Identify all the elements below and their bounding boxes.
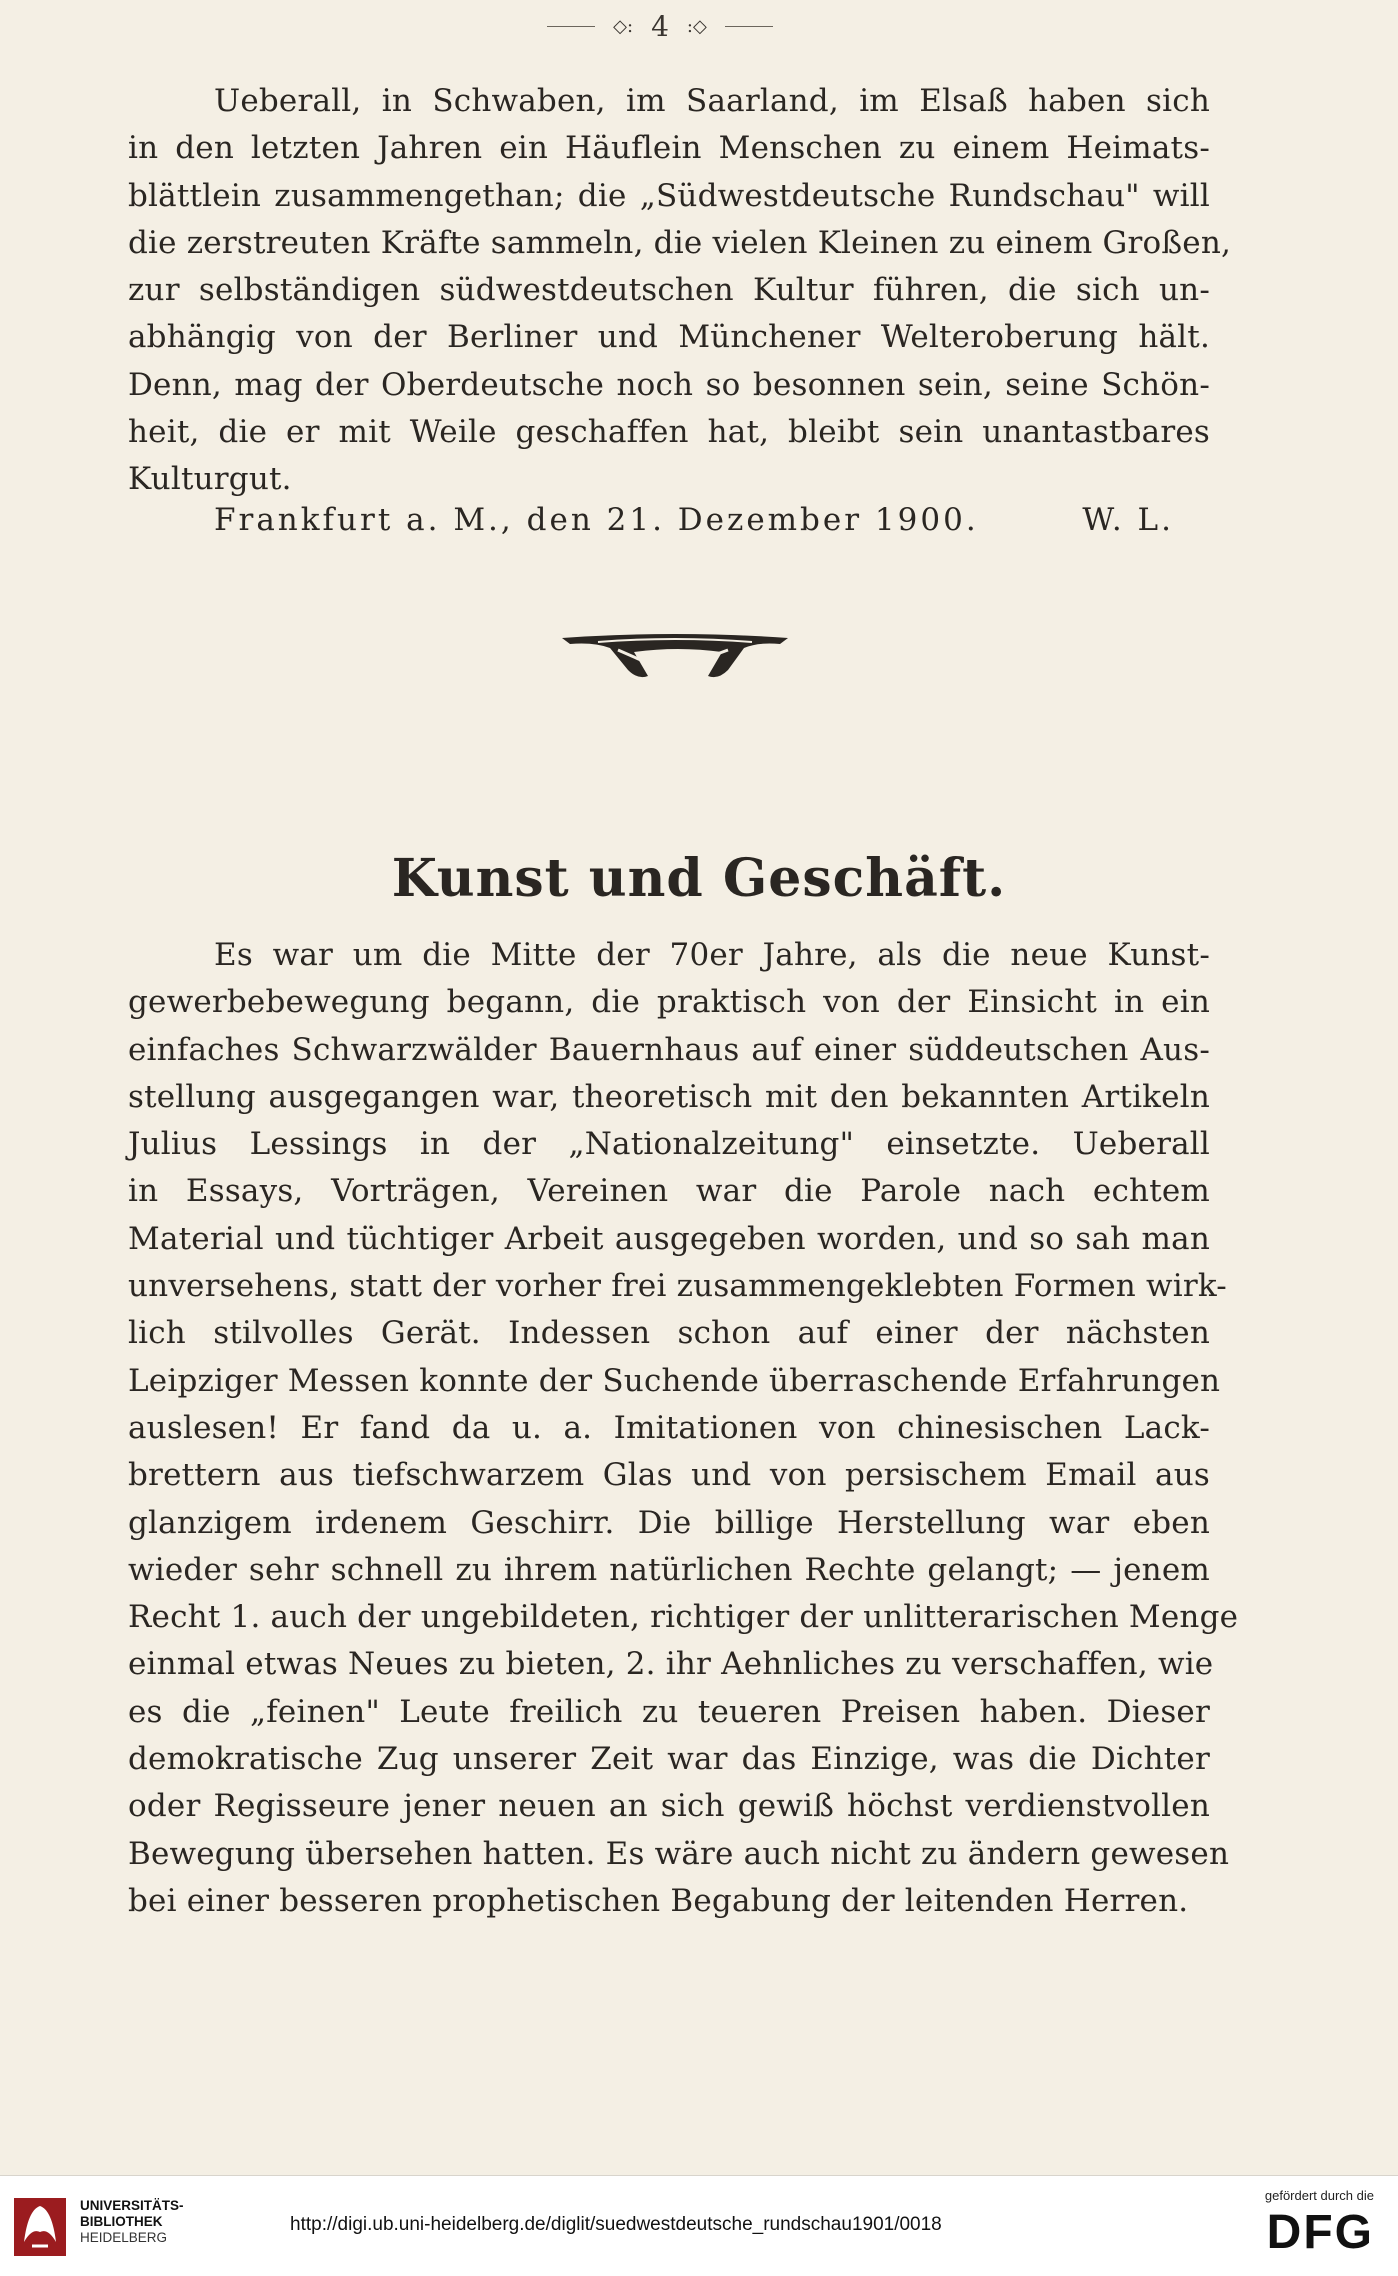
header-ornament-left: ◇: <box>613 15 634 37</box>
text-line: einmal etwas Neues zu bieten, 2. ihr Aehnliches zu verschaffen, wie <box>128 1646 1214 1683</box>
text-line: die zerstreuten Kräfte sammeln, die vielen Kleinen zu einem Großen, <box>128 224 1232 261</box>
text-line: Denn, mag der Oberdeutsche noch so besonnen sein, seine Schön- <box>128 366 1210 403</box>
text-line: gewerbebewegung begann, die praktisch von der Einsicht in ein <box>128 984 1210 1021</box>
library-name-line: UNIVERSITÄTS- <box>80 2198 184 2213</box>
text-line: zur selbständigen südwestdeutschen Kultur führen, die sich un- <box>128 272 1210 309</box>
text-line: einfaches Schwarzwälder Bauernhaus auf einer süddeutschen Aus- <box>128 1031 1210 1068</box>
dfg-logo: DFG <box>1266 2206 1374 2259</box>
article-heading: Kunst und Geschäft. <box>391 848 1007 909</box>
text-line: abhängig von der Berliner und Münchener Welteroberung hält. <box>128 319 1210 356</box>
permalink-url[interactable]: http://digi.ub.uni-heidelberg.de/diglit/suedwestdeutsche_rundschau1901/0018 <box>290 2214 942 2235</box>
text-line: brettern aus tiefschwarzem Glas und von persischem Email aus <box>128 1457 1210 1494</box>
text-line: lich stilvolles Gerät. Indessen schon auf einer der nächsten <box>128 1315 1210 1352</box>
text-line: es die „feinen" Leute freilich zu teueren Preisen haben. Dieser <box>128 1693 1210 1730</box>
university-library-logo-icon <box>14 2198 66 2256</box>
text-line: unversehens, statt der vorher frei zusammengeklebten Formen wirk- <box>128 1268 1227 1305</box>
text-line: wieder sehr schnell zu ihrem natürlichen Rechte gelangt; — jenem <box>128 1551 1210 1588</box>
header-ornament-right: :◇ <box>686 15 707 37</box>
funding-caption: gefördert durch die <box>1264 2188 1374 2203</box>
signature-line <box>214 502 1174 538</box>
library-name-line: HEIDELBERG <box>80 2230 168 2245</box>
text-line: Recht 1. auch der ungebildeten, richtiger der unlitterarischen Menge <box>128 1599 1239 1636</box>
text-line: heit, die er mit Weile geschaffen hat, bleibt sein unantastbares <box>128 414 1210 451</box>
text-line: blättlein zusammengethan; die „Südwestdeutsche Rundschau" will <box>128 177 1210 214</box>
text-line: Es war um die Mitte der 70er Jahre, als die neue Kunst- <box>214 937 1210 973</box>
text-line: bei einer besseren prophetischen Begabung der leitenden Herren. <box>128 1882 1189 1919</box>
vignette-ornament-icon <box>558 630 792 684</box>
viewer-footer <box>0 2175 1398 2276</box>
section-two-text <box>128 932 1239 1925</box>
text-line: Leipziger Messen konnte der Suchende überraschende Erfahrungen <box>128 1362 1221 1399</box>
section-one-text <box>128 78 1232 504</box>
text-line: Bewegung übersehen hatten. Es wäre auch nicht zu ändern gewesen <box>128 1835 1230 1872</box>
text-line: auslesen! Er fand da u. a. Imitationen von chinesischen Lack- <box>128 1409 1210 1446</box>
page-number: 4 <box>651 9 669 43</box>
text-line: demokratische Zug unserer Zeit war das Einzige, was die Dichter <box>128 1741 1210 1778</box>
text-line: oder Regisseure jener neuen an sich gewiß höchst verdienstvollen <box>128 1788 1210 1825</box>
library-name-line: BIBLIOTHEK <box>80 2214 163 2229</box>
header-rule-right <box>725 26 773 27</box>
text-line: Material und tüchtiger Arbeit ausgegeben worden, und so sah man <box>128 1220 1210 1257</box>
page-header <box>530 4 790 48</box>
header-rule-left <box>547 26 595 27</box>
signature-initials: W. L. <box>1082 502 1174 538</box>
signature-place-date: Frankfurt a. M., den 21. Dezember 1900. <box>214 502 979 538</box>
text-line: stellung ausgegangen war, theoretisch mit den bekannten Artikeln <box>128 1078 1210 1115</box>
text-line: Kulturgut. <box>128 461 292 498</box>
text-line: Julius Lessings in der „Nationalzeitung" einsetzte. Ueberall <box>128 1126 1210 1163</box>
text-line: in den letzten Jahren ein Häuflein Menschen zu einem Heimats- <box>128 130 1210 167</box>
text-line: Ueberall, in Schwaben, im Saarland, im Elsaß haben sich <box>214 83 1210 119</box>
text-line: glanzigem irdenem Geschirr. Die billige Herstellung war eben <box>128 1504 1210 1541</box>
text-line: in Essays, Vorträgen, Vereinen war die Parole nach echtem <box>128 1173 1210 1210</box>
funding-block <box>1224 2188 1374 2259</box>
library-name <box>80 2198 184 2246</box>
